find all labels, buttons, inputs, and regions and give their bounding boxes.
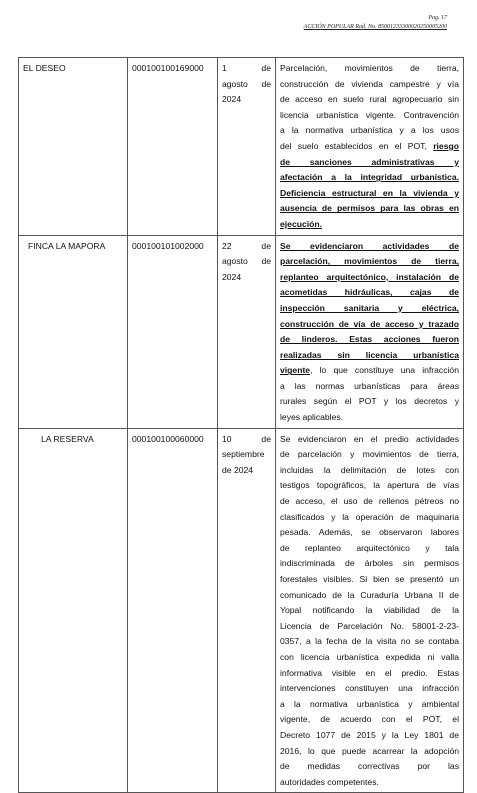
- properties-table: [18, 57, 464, 793]
- case-reference: ACCIÓN POPULAR Rad. No. 85001233300020250005200: [303, 23, 447, 30]
- observation-text: Se evidenciaron actividades de parcelación, movimientos de tierra, replanteo arquitectónico, instalación de acometidas hidráulicas, cajas de inspección sanitaria y eléctrica, construcción de vía de acceso y trazado de linderos. Estas acciones fueron realizadas sin licencia urbanística vigente, lo que constituye una infracción a las normas urbanísticas para áreas rurales según el POT y los decretos y leyes aplicables.: [276, 235, 464, 428]
- visit-date: 1 de agosto de 2024: [218, 58, 276, 236]
- visit-date: 10 de septiembre de 2024: [218, 428, 276, 793]
- property-name: EL DESEO: [19, 58, 128, 236]
- property-name: FINCA LA MAPORA: [19, 235, 128, 428]
- observation-text: Parcelación, movimientos de tierra, construcción de vivienda campestre y vía de acceso en suelo rural agropecuario sin licencia urbanística vigente. Contravención a la normativa urbanística y a los usos del suelo establecidos en el POT, riesgo de sanciones administrativas y afectación a la integridad urbanística. Deficiencia estructural en la vivienda y ausencia de permisos para las obras en ejecución.: [276, 58, 464, 236]
- table-row: [19, 58, 464, 236]
- table-row: [19, 235, 464, 428]
- table-row: [19, 428, 464, 793]
- page-number: Pag. 17: [428, 15, 447, 21]
- property-name: LA RESERVA: [19, 428, 128, 793]
- property-code: 000100100060000: [128, 428, 218, 793]
- observation-text: Se evidenciaron en el predio actividades de parcelación y movimientos de tierra, incluidas la delimitación de lotes con testigos topográficos, la apertura de vías de acceso, el uso de rellenos pétreos no clasificados y la operación de maquinaria pesada. Además, se observaron labores de replanteo arquitectónico y tala indiscriminada de árboles sin permisos forestales visibles. Si bien se presentó un comunicado de la Curaduría Urbana II de Yopal notificando la viabilidad de la Licencia de Parcelación No. 58001-2-23- 0357, a la fecha de la visita no se contaba con licencia urbanística expedida ni valla informativa visible en el predio. Estas intervenciones constituyen una infracción a la normativa urbanística y ambiental vigente, de acuerdo con el POT, el Decreto 1077 de 2015 y la Ley 1801 de 2016, lo que puede acarrear la adopción de medidas correctivas por las autoridades competentes.: [276, 428, 464, 793]
- property-code: 000100101002000: [128, 235, 218, 428]
- visit-date: 22 de agosto de 2024: [218, 235, 276, 428]
- property-code: 000100100169000: [128, 58, 218, 236]
- page-header: [304, 14, 447, 31]
